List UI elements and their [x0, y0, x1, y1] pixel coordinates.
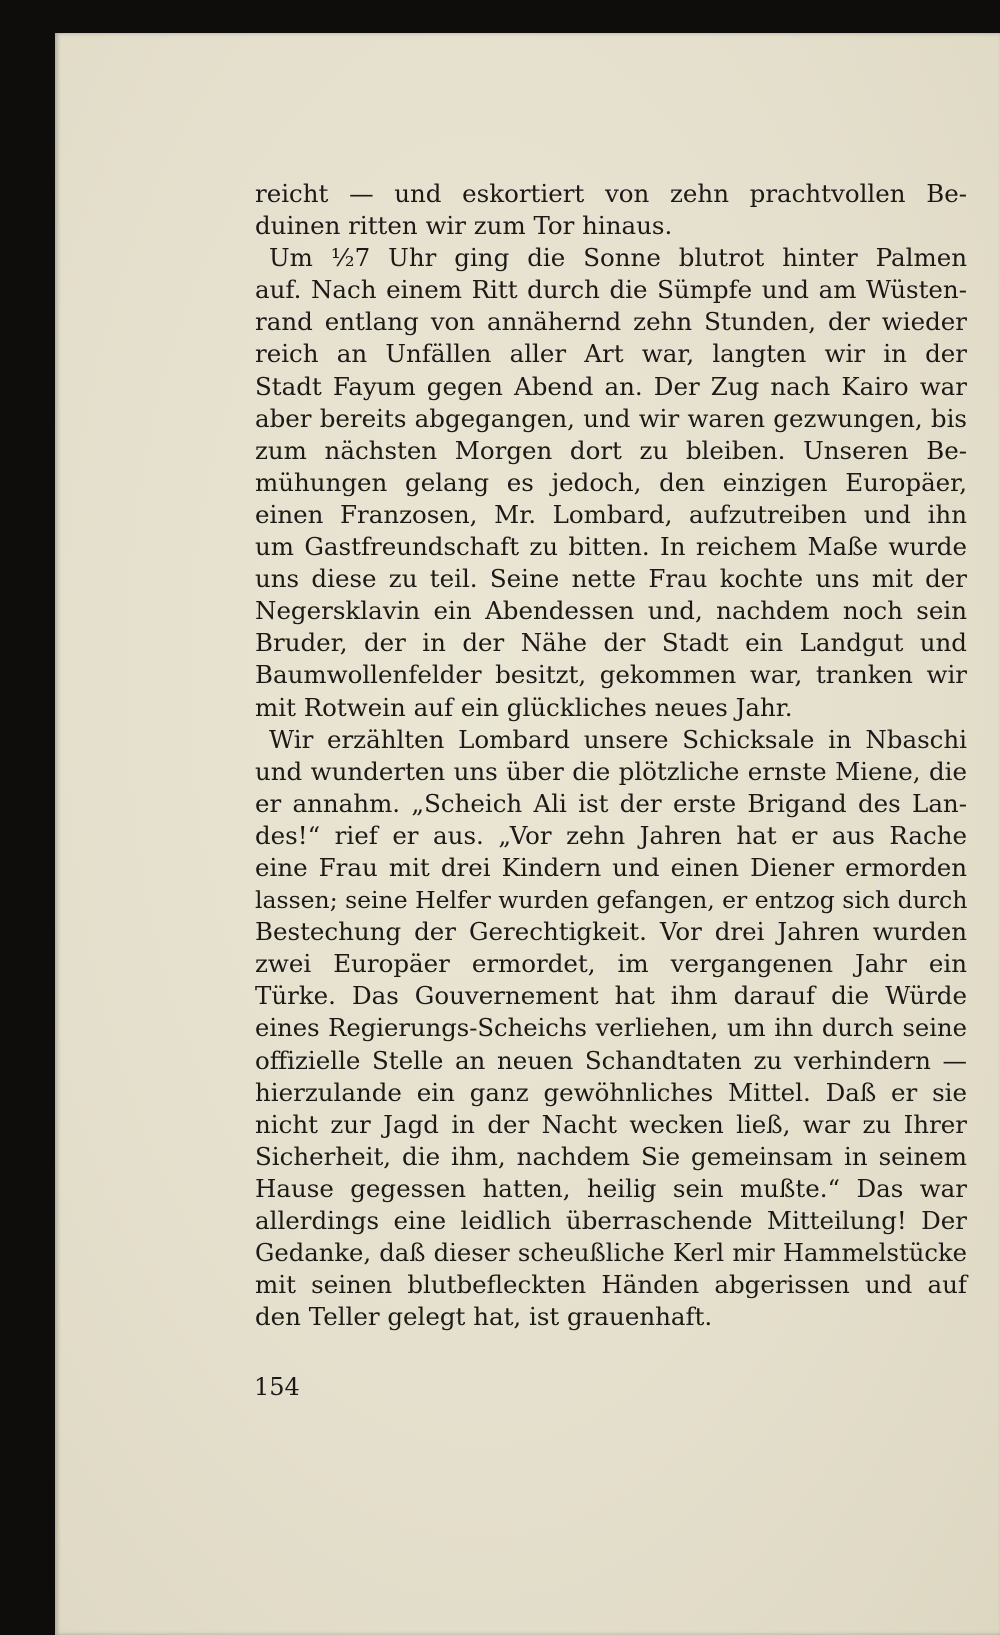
text-line-content: Türke. Das Gouvernement hat ihm darauf die Würde — [255, 981, 967, 1011]
text-line — [255, 948, 967, 980]
text-line — [255, 1205, 967, 1237]
text-line-content: mit Rotwein auf ein glückliches neues Jahr. — [255, 692, 793, 722]
text-line — [255, 499, 967, 531]
text-line-content: Baumwollenfelder besitzt, gekommen war, tranken wir — [255, 660, 967, 690]
text-line-content: um Gastfreundschaft zu bitten. In reichem Maße wurde — [255, 532, 967, 562]
text-line-content: zum nächsten Morgen dort zu bleiben. Unseren Be- — [255, 435, 967, 465]
text-line-content: reich an Unfällen aller Art war, langten wir in der — [255, 339, 967, 369]
text-line-content: offizielle Stelle an neuen Schandtaten zu verhindern — — [255, 1045, 967, 1075]
text-line — [255, 563, 967, 595]
text-line-content: Gedanke, daß dieser scheußliche Kerl mir Hammelstücke — [255, 1238, 967, 1268]
text-line — [255, 852, 967, 884]
text-line — [255, 1269, 967, 1301]
text-line — [255, 1045, 967, 1077]
text-line-content: mühungen gelang es jedoch, den einzigen Europäer, — [255, 467, 967, 497]
text-line — [255, 531, 967, 563]
text-line — [255, 724, 967, 756]
text-line-content: aber bereits abgegangen, und wir waren gezwungen, bis — [255, 403, 967, 433]
text-line — [255, 916, 967, 948]
text-line — [255, 178, 967, 210]
text-line-content: Bruder, der in der Nähe der Stadt ein Landgut und — [255, 628, 967, 658]
text-line — [255, 1301, 967, 1333]
text-line — [255, 274, 967, 306]
text-line-content: des!“ rief er aus. „Vor zehn Jahren hat er aus Rache — [255, 820, 967, 850]
text-line-content: und wunderten uns über die plötzliche ernste Miene, die — [255, 756, 967, 786]
text-line-content: lassen; seine Helfer wurden gefangen, er entzog sich durch — [255, 886, 968, 915]
text-line — [255, 1077, 967, 1109]
text-line — [255, 820, 967, 852]
text-line — [255, 467, 967, 499]
text-line-content: Um ½7 Uhr ging die Sonne blutrot hinter Palmen — [269, 243, 967, 273]
text-line — [255, 1141, 967, 1173]
text-line — [255, 980, 967, 1012]
text-line-content: Bestechung der Gerechtigkeit. Vor drei Jahren wurden — [255, 917, 967, 947]
text-line-content: rand entlang von annähernd zehn Stunden, der wieder — [255, 307, 967, 337]
text-line — [255, 306, 967, 338]
text-line — [255, 338, 967, 370]
text-line-content: mit seinen blutbefleckten Händen abgerissen und auf — [255, 1270, 967, 1300]
text-line-content: Hause gegessen hatten, heilig sein mußte.“ Das war — [255, 1173, 967, 1203]
text-line — [255, 1012, 967, 1044]
text-line-content: den Teller gelegt hat, ist grauenhaft. — [255, 1302, 713, 1332]
body-text — [255, 178, 967, 1333]
text-line — [255, 371, 967, 403]
text-line — [255, 788, 967, 820]
text-line — [255, 595, 967, 627]
text-line — [255, 403, 967, 435]
text-line — [255, 242, 967, 274]
text-line — [255, 692, 967, 724]
text-line-content: eine Frau mit drei Kindern und einen Diener ermorden — [255, 852, 967, 882]
text-line-content: Sicherheit, die ihm, nachdem Sie gemeinsam in seinem — [255, 1141, 967, 1171]
text-line — [255, 210, 967, 242]
text-line-content: Wir erzählten Lombard unsere Schicksale in Nbaschi — [269, 724, 967, 754]
page-number: 154 — [254, 1373, 300, 1401]
text-line — [255, 884, 967, 916]
text-line — [255, 1237, 967, 1269]
text-line — [255, 659, 967, 691]
text-line-content: allerdings eine leidlich überraschende Mitteilung! Der — [255, 1206, 967, 1235]
text-line — [255, 756, 967, 788]
text-line-content: er annahm. „Scheich Ali ist der erste Brigand des Lan- — [255, 788, 967, 818]
text-line — [255, 1109, 967, 1141]
text-line-content: duinen ritten wir zum Tor hinaus. — [255, 211, 673, 241]
text-line — [255, 1173, 967, 1205]
text-line — [255, 435, 967, 467]
text-line-content: hierzulande ein ganz gewöhnliches Mittel. Daß er sie — [255, 1077, 967, 1107]
text-line-content: reicht — und eskortiert von zehn prachtvollen Be- — [255, 179, 967, 208]
text-line-content: nicht zur Jagd in der Nacht wecken ließ, war zu Ihrer — [255, 1109, 967, 1139]
text-line-content: Stadt Fayum gegen Abend an. Der Zug nach Kairo war — [255, 371, 967, 401]
text-line-content: zwei Europäer ermordet, im vergangenen Jahr ein — [255, 949, 967, 979]
book-page — [55, 33, 1000, 1635]
text-line-content: auf. Nach einem Ritt durch die Sümpfe und am Wüsten- — [255, 275, 967, 305]
text-line-content: uns diese zu teil. Seine nette Frau kochte uns mit der — [255, 564, 967, 594]
text-line-content: Negersklavin ein Abendessen und, nachdem noch sein — [255, 596, 967, 626]
text-line-content: einen Franzosen, Mr. Lombard, aufzutreiben und ihn — [255, 499, 967, 529]
text-line — [255, 627, 967, 659]
text-line-content: eines Regierungs-Scheichs verliehen, um ihn durch seine — [255, 1013, 967, 1043]
